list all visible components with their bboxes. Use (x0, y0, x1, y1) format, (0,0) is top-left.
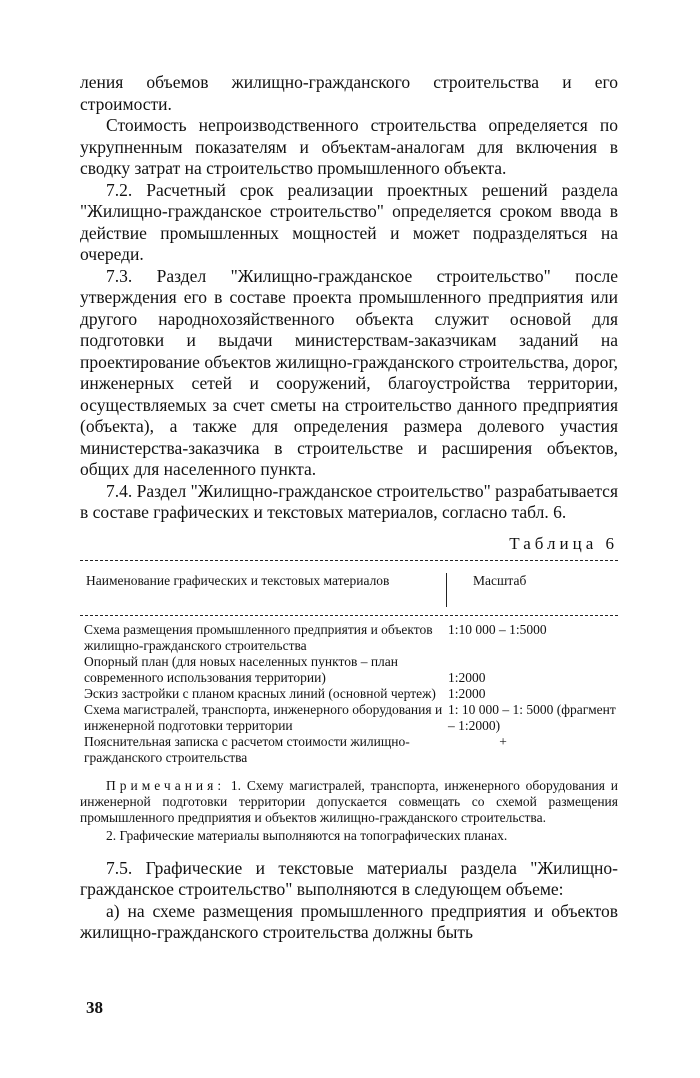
row-material: Опорный план (для новых населенных пунктов – план современного использования территории) (84, 653, 398, 685)
paragraph-continuation: ления объемов жилищно-гражданского строительства и его строимости. (80, 72, 618, 114)
table-row (80, 654, 618, 686)
notes-label: Примечания: (106, 777, 226, 793)
table-notes (80, 778, 618, 844)
table-caption: Таблица 6 (509, 533, 618, 553)
row-scale: 1:10 000 – 1:5000 (448, 621, 547, 637)
header-scale: Масштаб (446, 573, 618, 607)
note-1-text: 1. Схему магистралей, транспорта, инженерного оборудования и инженерной подготовки территории допускается совмещать со схемой размещения промышленного предприятия и объектов жилищно-гражданского строительства. (80, 777, 618, 825)
paragraph-7-5-a: а) на схеме размещения промышленного предприятия и объектов жилищно-гражданского строительства должны быть (80, 900, 618, 942)
paragraph-cost: Стоимость непроизводственного строительства определяется по укрупненным показателям и объектам-аналогам для включения в сводку затрат на строительство промышленного объекта. (80, 115, 618, 178)
row-material: Эскиз застройки с планом красных линий (основной чертеж) (84, 685, 436, 701)
note-2: 2. Графические материалы выполняются на топографических планах. (106, 827, 508, 843)
table-header (80, 561, 618, 615)
paragraph-7-5: 7.5. Графические и текстовые материалы раздела "Жилищно-гражданское строительство" выполняются в следующем объеме: (80, 857, 618, 899)
table-row (80, 686, 618, 702)
header-materials: Наименование графических и текстовых материалов (86, 572, 390, 588)
table-row (80, 622, 618, 654)
table-body (80, 616, 618, 766)
row-scale: 1:2000 (448, 669, 486, 685)
page-body (80, 72, 618, 944)
row-scale: 1:2000 (448, 685, 486, 701)
table-row (80, 702, 618, 734)
paragraph-7-4: 7.4. Раздел "Жилищно-гражданское строительство" разрабатывается в составе графических и текстовых материалов, согласно табл. 6. (80, 480, 618, 522)
row-material: Пояснительная записка с расчетом стоимости жилищно-гражданского строительства (84, 733, 410, 765)
row-material: Схема размещения промышленного предприятия и объектов жилищно-гражданского строительства (84, 621, 433, 653)
page-number: 38 (86, 998, 103, 1017)
paragraph-7-2: 7.2. Расчетный срок реализации проектных решений раздела "Жилищно-гражданское строительство" определяется сроком ввода в действие промышленных мощностей и может подразделяться на очереди. (80, 179, 618, 264)
row-scale: + (499, 733, 507, 749)
row-material: Схема магистралей, транспорта, инженерного оборудования и инженерной подготовки территории (84, 701, 443, 733)
table-row (80, 734, 618, 766)
materials-table (80, 560, 618, 766)
row-scale: 1: 10 000 – 1: 5000 (фрагмент – 1:2000) (448, 701, 616, 733)
paragraph-7-3: 7.3. Раздел "Жилищно-гражданское строительство" после утверждения его в составе проекта промышленного предприятия или другого народнохозяйственного объекта служит основой для подготовки и выдачи министерствам-заказчикам заданий на проектирование объектов жилищно-гражданского строительства, дорог, инженерных сетей и сооружений, благоустройства территории, осуществляемых за счет сметы на строительство данного предприятия (объекта), а также для определения размера долевого участия министерства-заказчика в строительстве и расширения объектов, общих для населенного пункта. (80, 265, 618, 479)
note-1 (80, 778, 618, 826)
